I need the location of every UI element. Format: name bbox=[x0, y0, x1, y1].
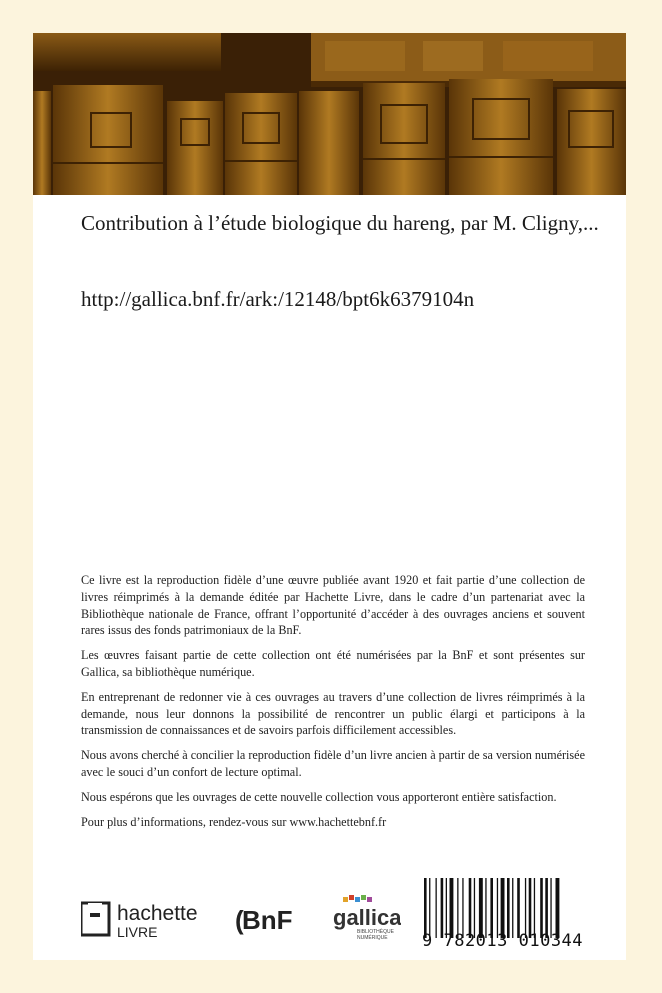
barcode-bar bbox=[429, 878, 430, 938]
barcode-bar bbox=[534, 878, 535, 938]
barcode-bar bbox=[545, 878, 548, 938]
livre-wordmark: LIVRE bbox=[117, 924, 158, 940]
notice-paragraph: Pour plus d’informations, rendez-vous sur www.hachettebnf.fr bbox=[81, 814, 387, 829]
gallica-url: http://gallica.bnf.fr/ark:/12148/bpt6k6379104n bbox=[81, 287, 475, 311]
barcode-bar bbox=[490, 878, 493, 938]
barcode-bar bbox=[507, 878, 510, 938]
barcode-bar bbox=[556, 878, 560, 938]
publisher-logos bbox=[81, 895, 401, 943]
barcode-bar bbox=[550, 878, 551, 938]
notice-paragraph: Ce livre est la reproduction fidèle d’une œuvre publiée avant 1920 et fait partie d’une collection de livres réimprimés à la demande éditée par Hachette Livre, dans le cadre d’un partenariat avec la Bibliothèque nationale de France, offrant l’opportunité d’accéder à des ouvrages anciens et souvent rares issus des fonds patrimoniaux de la BnF. bbox=[81, 573, 585, 638]
barcode-bar bbox=[441, 878, 444, 938]
barcode-bar bbox=[479, 878, 483, 938]
barcode-bar bbox=[450, 878, 454, 938]
barcode-bar bbox=[457, 878, 458, 938]
barcode-bar bbox=[424, 878, 427, 938]
barcode-bar bbox=[462, 878, 463, 938]
notice-paragraph: En entreprenant de redonner vie à ces ouvrages au travers d’une collection de livres réimprimés à la demande, nous leur donnons la possibilité de rencontrer un public élargi et participons à la transmission de connaissances et de savoirs parfois difficilement accessibles. bbox=[81, 689, 585, 738]
notice-paragraph: Les œuvres faisant partie de cette collection ont été numérisées par la BnF et sont présentes sur Gallica, sa bibliothèque numérique. bbox=[81, 648, 585, 679]
barcode-bar bbox=[529, 878, 532, 938]
barcode-bar bbox=[469, 878, 472, 938]
barcode-bar bbox=[485, 878, 486, 938]
barcode-bar bbox=[474, 878, 475, 938]
notice-paragraph: Nous espérons que les ouvrages de cette nouvelle collection vous apporteront entière satisfaction. bbox=[81, 789, 557, 804]
barcode-bar bbox=[501, 878, 505, 938]
bnf-wordmark: BnF bbox=[242, 905, 293, 935]
barcode-bar bbox=[512, 878, 513, 938]
barcode-bar bbox=[540, 878, 543, 938]
notice-paragraph: Nous avons cherché à concilier la reproduction fidèle d’un livre ancien à partir de sa version numérisée avec le souci d’un confort de lecture optimal. bbox=[81, 748, 585, 779]
barcode-bar bbox=[525, 878, 526, 938]
back-cover bbox=[33, 33, 626, 960]
barcode-bar bbox=[436, 878, 437, 938]
gallica-wordmark: gallica bbox=[333, 905, 401, 930]
hachette-wordmark: hachette bbox=[117, 902, 198, 925]
barcode-bar bbox=[497, 878, 498, 938]
barcode-bar bbox=[446, 878, 447, 938]
svg-text:(: ( bbox=[235, 905, 244, 935]
gallica-subtitle: BIBLIOTHÈQUE bbox=[357, 929, 394, 935]
hachette-livre-logo bbox=[81, 902, 198, 940]
bnf-logo bbox=[235, 905, 293, 935]
gallica-logo bbox=[333, 895, 401, 941]
banner-bookshelf-image bbox=[33, 33, 626, 195]
book-title: Contribution à l’étude biologique du hareng, par M. Cligny,... bbox=[81, 211, 599, 235]
isbn-digits: 9 782013 010344 bbox=[422, 931, 584, 951]
gallica-subtitle: NUMÉRIQUE bbox=[357, 935, 388, 941]
barcode-bar bbox=[517, 878, 520, 938]
publisher-notice bbox=[81, 572, 585, 838]
